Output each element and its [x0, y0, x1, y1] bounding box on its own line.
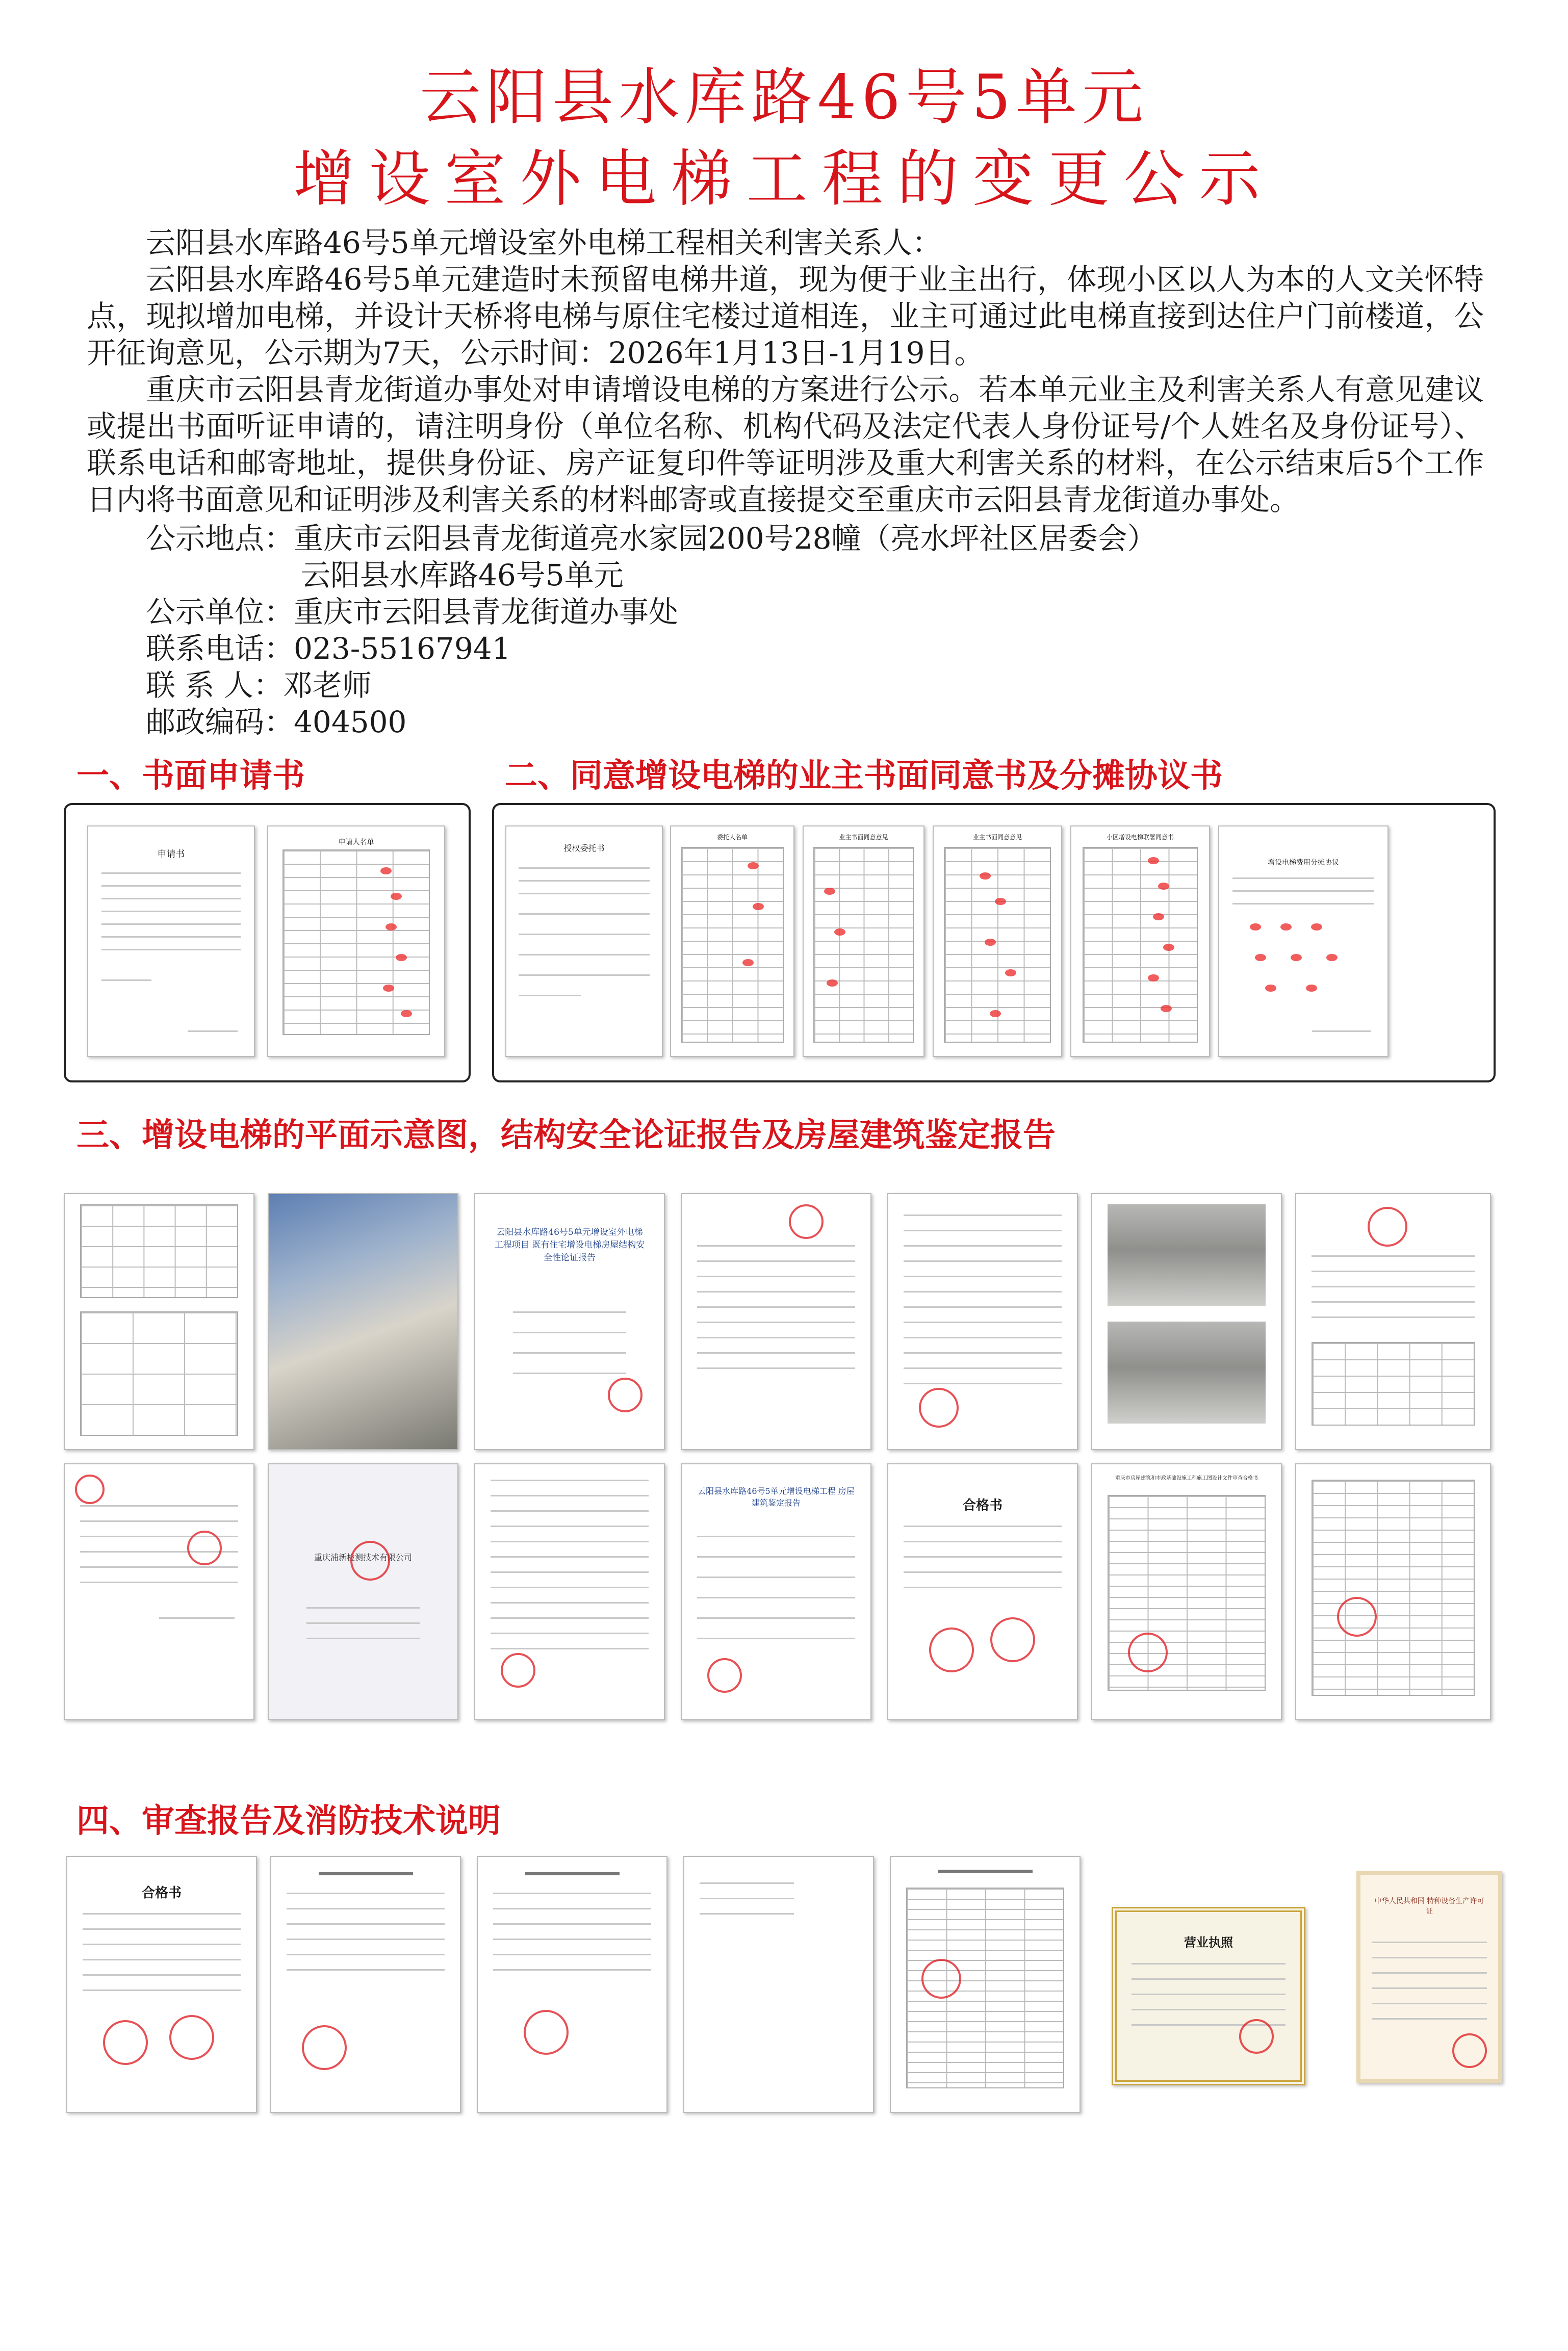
notice-paragraph-1: 云阳县水库路46号5单元建造时未预留电梯井道，现为便于业主出行，体现小区以人为本的人文关怀特点，现拟增加电梯，并设计天桥将电梯与原住宅楼过道相连，业主可通过此电梯直接到达住户门前楼道，公开征询意见，公示期为7天，公示时间：2026年1月13日-1月19日。 [87, 262, 1484, 370]
plan-drawing [64, 1193, 254, 1450]
section-1-heading: 一、书面申请书 [76, 757, 305, 795]
doc-delegate-list [670, 825, 794, 1057]
location-label: 公示地点： [146, 521, 294, 556]
doc-structural-report-photos [1091, 1193, 1282, 1450]
doc-title: 增设电梯费用分摊协议 [1268, 859, 1339, 867]
doc-review-report-3 [890, 1856, 1081, 2113]
doc-title: 重庆市房屋建筑和市政基础设施工程施工图设计文件审查合格书 [1115, 1476, 1258, 1481]
notice-paragraph-2: 重庆市云阳县青龙街道办事处对申请增设电梯的方案进行公示。若本单元业主及利害关系人有意见建议或提出书面听证申请的，请注明身份（单位名称、机构代码及法定代表人身份证号/个人姓名及身份证号）、联系电话和邮寄地址，提供身份证、房产证复印件等证明涉及重大利害关系的材料，在公示结束后5个工作日内将书面意见和证明涉及利害关系的材料邮寄或直接提交至重庆市云阳县青龙街道办事处。 [87, 372, 1484, 517]
title-line2: 增设室外电梯工程的变更公示 [293, 144, 1275, 215]
doc-review-report-1 [270, 1856, 461, 2113]
doc-structural-report-p2 [681, 1193, 871, 1450]
doc-title: 小区增设电梯联署同意书 [1106, 834, 1174, 841]
phone-row [87, 630, 1484, 667]
doc-structural-report-cover [474, 1193, 665, 1450]
doc-title: 申请人名单 [338, 838, 374, 846]
doc-title: 云阳县水库路46号5单元增设电梯工程 房屋建筑鉴定报告 [698, 1486, 855, 1508]
notice-body [87, 224, 1484, 740]
special-equipment-license [1356, 1871, 1502, 2083]
section-2-heading: 二、同意增设电梯的业主书面同意书及分摊协议书 [505, 757, 1223, 795]
doc-title: 业主书面同意意见 [839, 834, 888, 841]
doc-inspection-company-cover [268, 1463, 458, 1720]
doc-cost-sharing [1218, 825, 1389, 1057]
notice-info [87, 520, 1484, 740]
doc-structural-report-p5 [1295, 1193, 1491, 1450]
contact-row [87, 667, 1484, 704]
section-2-frame [492, 803, 1496, 1082]
unit-label: 公示单位： [146, 595, 294, 629]
doc-title: 委托人名单 [716, 834, 748, 841]
doc-owner-consent-1 [803, 825, 924, 1057]
doc-joint-consent [1070, 825, 1210, 1057]
section-4-heading: 四、审查报告及消防技术说明 [76, 1802, 501, 1840]
section-3-heading: 三、增设电梯的平面示意图，结构安全论证报告及房屋建筑鉴定报告 [76, 1117, 1056, 1154]
doc-building-appraisal-cover [681, 1463, 871, 1720]
doc-title: 申请书 [157, 849, 185, 860]
doc-fire-tech-description [683, 1856, 874, 2113]
unit-row [87, 593, 1484, 630]
doc-qualification-certificate [887, 1463, 1078, 1720]
doc-title: 重庆浦新检测技术有限公司 [314, 1553, 412, 1562]
section-1-frame [64, 803, 471, 1082]
doc-review-certificate-1 [1091, 1463, 1282, 1720]
business-license [1112, 1907, 1305, 2085]
doc-structural-report-p3 [887, 1193, 1078, 1450]
doc-review-certificate-2 [1295, 1463, 1491, 1720]
doc-title: 业主书面同意意见 [972, 834, 1022, 841]
doc-review-report-2 [477, 1856, 667, 2113]
doc-appraisal-p3 [474, 1463, 665, 1720]
doc-title: 合格书 [962, 1498, 1003, 1513]
doc-appraisal-p1 [64, 1463, 254, 1720]
phone-value: 023-55167941 [294, 631, 511, 666]
doc-title: 中华人民共和国 特种设备生产许可证 [1374, 1897, 1484, 1916]
postcode-row [87, 704, 1484, 740]
doc-title: 营业执照 [1184, 1935, 1233, 1950]
location-row [87, 520, 1484, 557]
contact-value: 邓老师 [282, 668, 372, 703]
doc-title: 云阳县水库路46号5单元增设室外电梯工程项目 既有住宅增设电梯房屋结构安全性论证报告 [494, 1227, 645, 1263]
postcode-value: 404500 [294, 705, 407, 739]
location-value: 重庆市云阳县青龙街道亮水家园200号28幢（亮水坪社区居委会） [294, 521, 1157, 556]
building-photo [268, 1193, 458, 1450]
unit-value: 重庆市云阳县青龙街道办事处 [294, 595, 679, 629]
doc-authorization [505, 825, 663, 1057]
contact-label: 联 系 人： [146, 668, 283, 703]
doc-title: 合格书 [141, 1885, 182, 1901]
notice-salutation: 云阳县水库路46号5单元增设室外电梯工程相关利害关系人： [146, 225, 942, 260]
location-row-2: 云阳县水库路46号5单元 [301, 558, 624, 592]
postcode-label: 邮政编码： [146, 705, 294, 739]
doc-title: 授权委托书 [563, 843, 605, 853]
title-line1: 云阳县水库路46号5单元 [419, 62, 1149, 133]
doc-applicant-list [267, 825, 445, 1057]
doc-fire-certificate [66, 1856, 257, 2113]
doc-owner-consent-2 [933, 825, 1062, 1057]
doc-application [87, 825, 255, 1057]
phone-label: 联系电话： [146, 631, 294, 666]
